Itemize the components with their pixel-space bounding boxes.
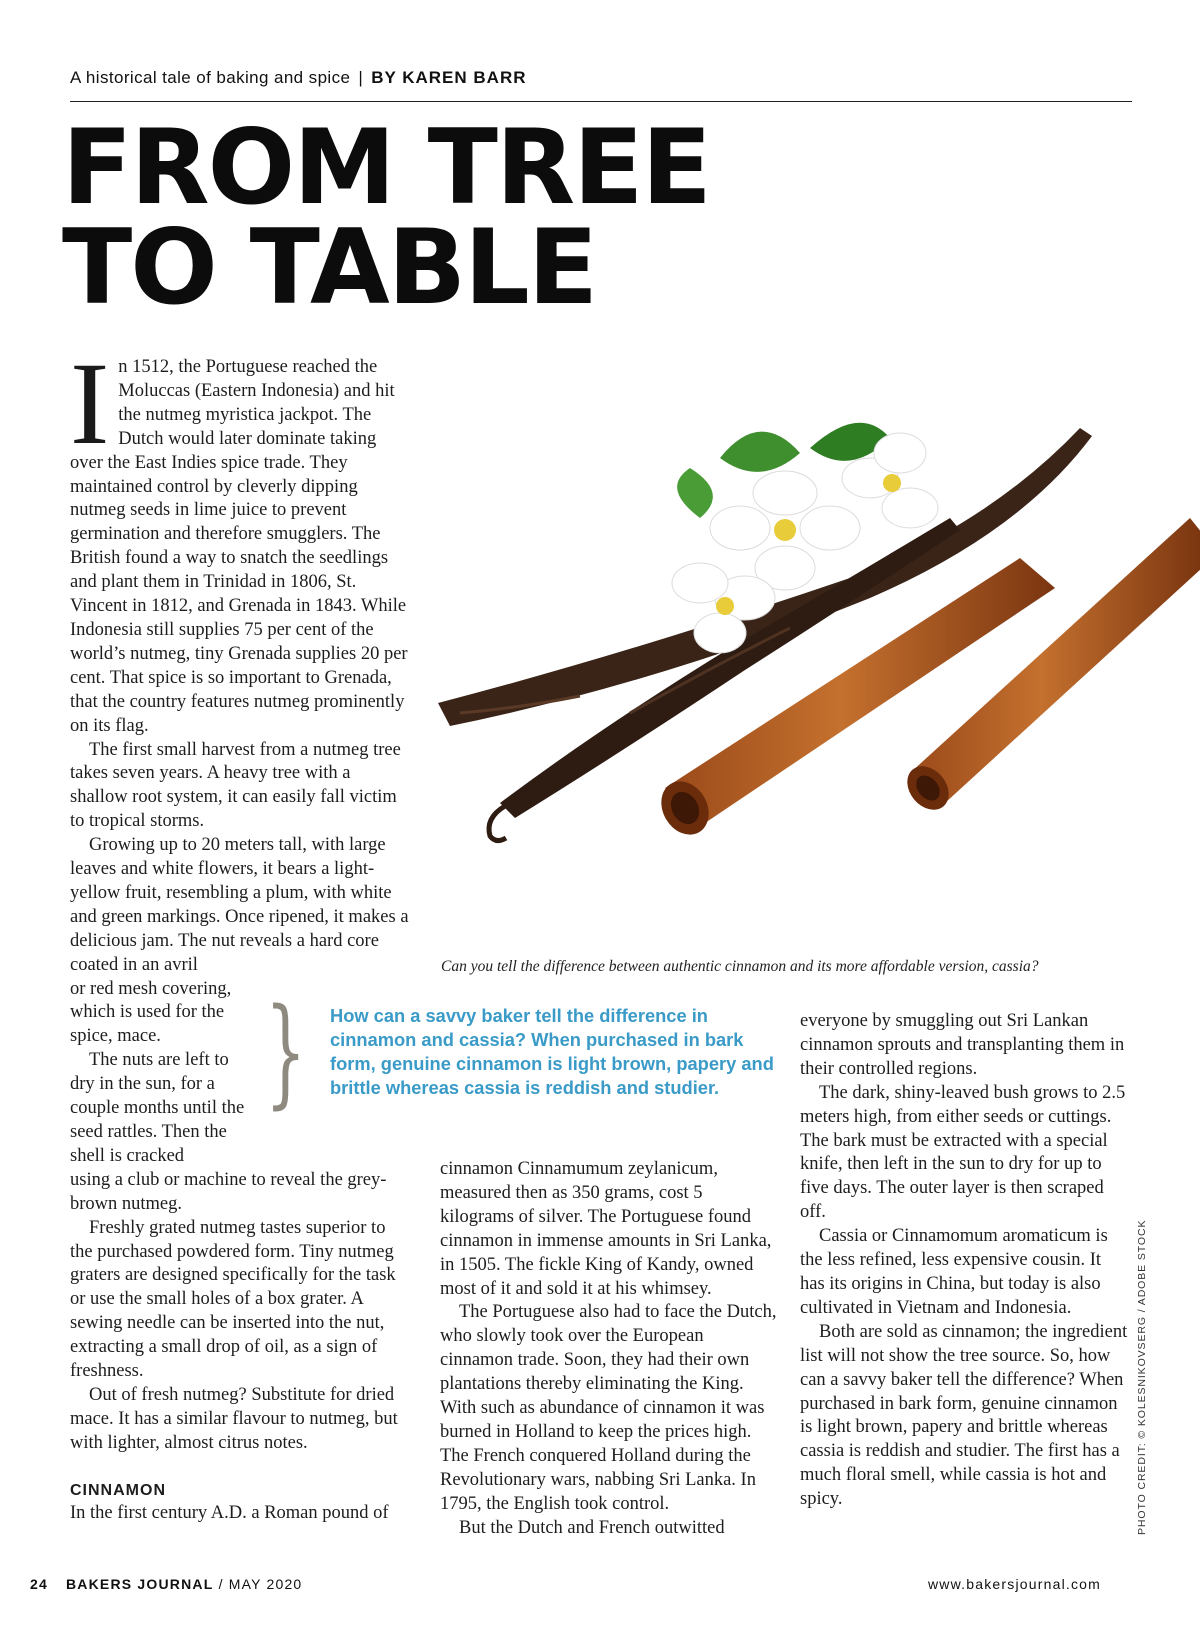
paragraph-continued: or red mesh covering, which is used for the spice, mace. [70,978,232,1047]
magazine-name: BAKERS JOURNAL [65,1576,214,1592]
paragraph: The nuts are left to dry in the sun, for a couple months until the seed rattles. Then the shell is cracked [70,1050,245,1166]
photo-caption: Can you tell the difference between authentic cinnamon and its more affordable version, cassia? [441,958,1039,975]
paragraph: The dark, shiny-leaved bush grows to 2.5 meters high, from either seeds or cuttings. The bark must be extracted with a special knife, then left in the sun to dry for up to five days. The outer layer is then scraped off. [800,1082,1126,1223]
section-subhead: CINNAMON [70,1481,166,1499]
paragraph: In the first century A.D. a Roman pound of [70,1502,389,1523]
paragraph: The first small harvest from a nutmeg tree takes seven years. A heavy tree with a shallow root system, it can easily fall victim to tropical storms. [70,739,401,832]
kicker-separator: | [358,68,364,87]
byline: BY KAREN BARR [371,68,527,87]
issue-date: / MAY 2020 [218,1576,303,1592]
headline [62,108,710,328]
footer-website: www.bakersjournal.com [928,1576,1102,1592]
paragraph-continued: using a club or machine to reveal the grey-brown nutmeg. [70,1169,387,1214]
page-number: 24 [30,1576,48,1592]
paragraph-continued: cinnamon Cinnamumum zeylanicum, measured then as 350 grams, cost 5 kilograms of silver. The Portuguese found cinnamon in immense amounts in Sri Lanka, in 1505. The fickle King of Kandy, owned most of it and sold it at his whimsey. [440,1159,772,1299]
headline-line-2: TO TABLE [62,208,597,328]
header-rule [70,101,1132,102]
pullquote-brace: } [265,982,307,1120]
drop-cap: I [70,338,110,469]
paragraph: Freshly grated nutmeg tastes superior to the purchased powdered form. Tiny nutmeg graters are designed specifically for the task or use the small holes of a box grater. A sewing needle can be inserted into the nut, extracting a small drop of oil, as a sign of freshness. [70,1217,396,1382]
paragraph: But the Dutch and French outwitted [459,1517,725,1538]
paragraph: Cassia or Cinnamomum aromaticum is the less refined, less expensive cousin. It has its origins in China, but today is also cultivated in Vietnam and Indonesia. [800,1226,1108,1318]
paragraph-text: n 1512, the Portuguese reached the Moluccas (Eastern Indonesia) and hit the nutmeg myristica jackpot. The Dutch would later dominate taking over the East Indies spice trade. They maintained control by cleverly dipping nutmeg seeds in lime juice to prevent germination and therefore smugglers. The British found a way to snatch the seedlings and plant them in Trinidad in 1806, St. Vincent in 1812, and Grenada in 1843. While Indonesia still supplies 75 per cent of the world’s nutmeg, tiny Grenada supplies 20 per cent. That spice is so important to Grenada, that the country features nutmeg prominently on its flag. [70,357,408,736]
article-column-2 [440,1158,780,1541]
paragraph: Out of fresh nutmeg? Substitute for dried mace. It has a similar flavour to nutmeg, but with lighter, almost citrus notes. [70,1384,398,1453]
paragraph [70,338,410,739]
paragraph-continued: everyone by smuggling out Sri Lankan cinnamon sprouts and transplanting them in their controlled regions. [800,1011,1125,1079]
paragraph-text: Growing up to 20 meters tall, with large leaves and white flowers, it bears a light-yellow fruit, resembling a plum, with white and green markings. Once ripened, it makes a delicious jam. The nut reveals a hard core coated in an avril [70,835,409,975]
headline-line-1: FROM TREE [62,108,710,228]
footer-folio [30,1576,302,1592]
paragraph: The Portuguese also had to face the Dutch, who slowly took over the European cinnamon trade. Soon, they had their own plantations thereby eliminating the King. With such as abundance of cinnamon it was burned in Holland to keep the prices high. The French conquered Holland during the Revolutionary wars, nabbing Sri Lanka. In 1795, the English took control. [440,1302,777,1514]
kicker-topic: A historical tale of baking and spice [70,68,351,87]
pull-quote: How can a savvy baker tell the difference in cinnamon and cassia? When purchased in bark form, genuine cinnamon is light brown, papery and brittle whereas cassia is reddish and studier. [330,1005,774,1098]
article-column-1 [70,338,410,1526]
spice-photo [430,408,1200,908]
paragraph: Both are sold as cinnamon; the ingredient list will not show the tree source. So, how can a savvy baker tell the difference? When purchased in bark form, genuine cinnamon is light brown, papery and brittle whereas cassia is reddish and studier. The first has a much floral smell, while cassia is hot and spicy. [800,1321,1128,1510]
paragraph [70,834,410,977]
article-column-3 [800,1010,1130,1512]
photo-credit: PHOTO CREDIT: © KOLESNIKOVSERG / ADOBE STOCK [1136,1219,1148,1535]
article-kicker [70,68,527,88]
